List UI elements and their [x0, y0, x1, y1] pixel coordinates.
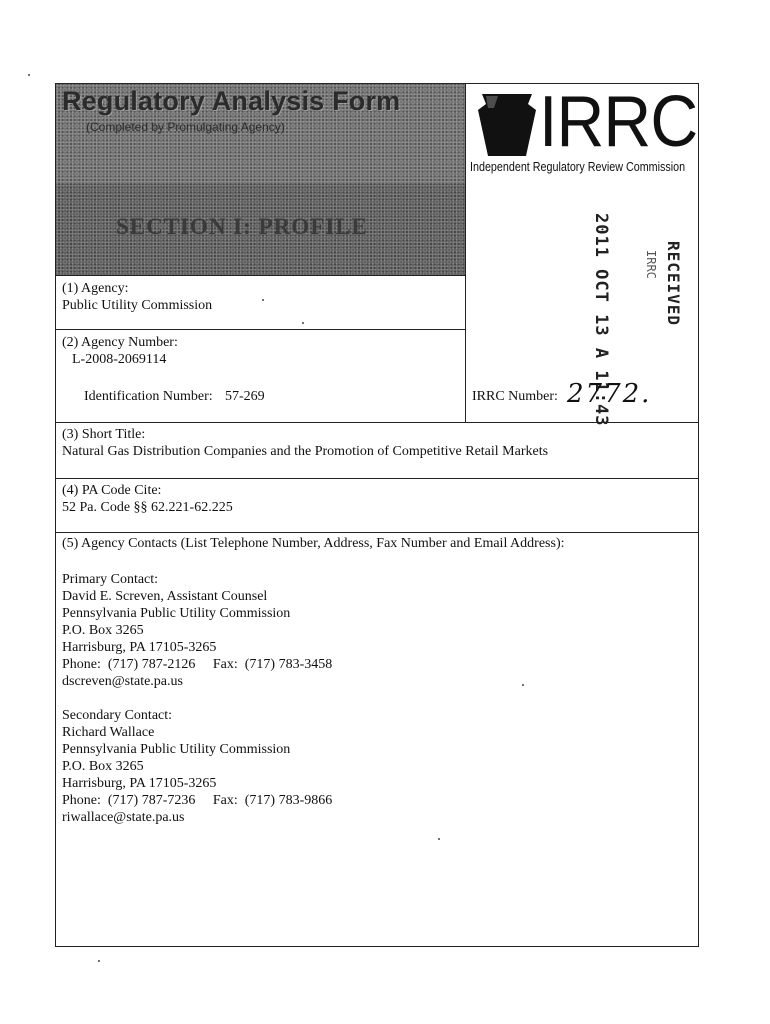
form-title-band [56, 84, 465, 184]
secondary-contact-phone-fax: Phone: (717) 787-7236 Fax: (717) 783-9866 [62, 793, 333, 808]
irrc-number-handwritten: 2772. [567, 379, 652, 409]
received-office-stamp: IRRC [644, 250, 658, 279]
regulatory-analysis-form [55, 83, 699, 947]
primary-contact-city: Harrisburg, PA 17105-3265 [62, 640, 217, 655]
secondary-contact-email: riwallace@state.pa.us [62, 810, 185, 825]
primary-contact-po-box: P.O. Box 3265 [62, 623, 144, 638]
agency-number-value: L-2008-2069114 [72, 352, 167, 367]
received-date-stamp: 2011 OCT 13 A 11:43 [591, 213, 611, 427]
section-title-band [56, 184, 465, 275]
identification-number-value: 57-269 [225, 389, 265, 404]
pa-code-label: (4) PA Code Cite: [62, 483, 162, 498]
divider-short-title-top [56, 422, 698, 423]
secondary-contact-name: Richard Wallace [62, 725, 155, 740]
primary-contact-heading: Primary Contact: [62, 572, 159, 587]
scan-speck [302, 322, 304, 324]
secondary-contact-city: Harrisburg, PA 17105-3265 [62, 776, 217, 791]
primary-contact-phone-fax: Phone: (717) 787-2126 Fax: (717) 783-3458 [62, 657, 333, 672]
irrc-full-name: Independent Regulatory Review Commission [470, 160, 686, 174]
scan-speck [98, 960, 100, 962]
identification-number-label: Identification Number: [84, 389, 213, 404]
keystone-logo-icon [476, 90, 538, 160]
scan-speck [28, 74, 30, 76]
primary-contact-name: David E. Screven, Assistant Counsel [62, 589, 268, 604]
short-title-value: Natural Gas Distribution Companies and the Promotion of Competitive Retail Markets [62, 444, 549, 459]
irrc-logo-text: IRRC [539, 82, 698, 162]
section-title: SECTION I: PROFILE [116, 214, 368, 239]
agency-value: Public Utility Commission [62, 298, 213, 313]
agency-label: (1) Agency: [62, 281, 129, 296]
primary-contact-email: dscreven@state.pa.us [62, 674, 183, 689]
scan-speck [262, 299, 264, 301]
scan-speck [522, 684, 524, 686]
divider-contacts-top [56, 532, 698, 533]
received-stamp: RECEIVED [664, 241, 683, 327]
agency-number-label: (2) Agency Number: [62, 335, 178, 350]
divider-agency-top [56, 275, 465, 276]
agency-contacts-label: (5) Agency Contacts (List Telephone Number, Address, Fax Number and Email Address): [62, 536, 565, 551]
short-title-label: (3) Short Title: [62, 427, 146, 442]
column-divider [465, 84, 466, 422]
secondary-contact-org: Pennsylvania Public Utility Commission [62, 742, 291, 757]
divider-agency-number-top [56, 329, 465, 330]
pa-code-value: 52 Pa. Code §§ 62.221-62.225 [62, 500, 233, 515]
secondary-contact-heading: Secondary Contact: [62, 708, 173, 723]
secondary-contact-po-box: P.O. Box 3265 [62, 759, 144, 774]
form-title: Regulatory Analysis Form [62, 86, 401, 116]
scan-speck [438, 838, 440, 840]
primary-contact-org: Pennsylvania Public Utility Commission [62, 606, 291, 621]
irrc-number-label: IRRC Number: [472, 389, 558, 404]
form-subtitle: (Completed by Promulgating Agency) [86, 120, 285, 134]
divider-pa-code-top [56, 478, 698, 479]
